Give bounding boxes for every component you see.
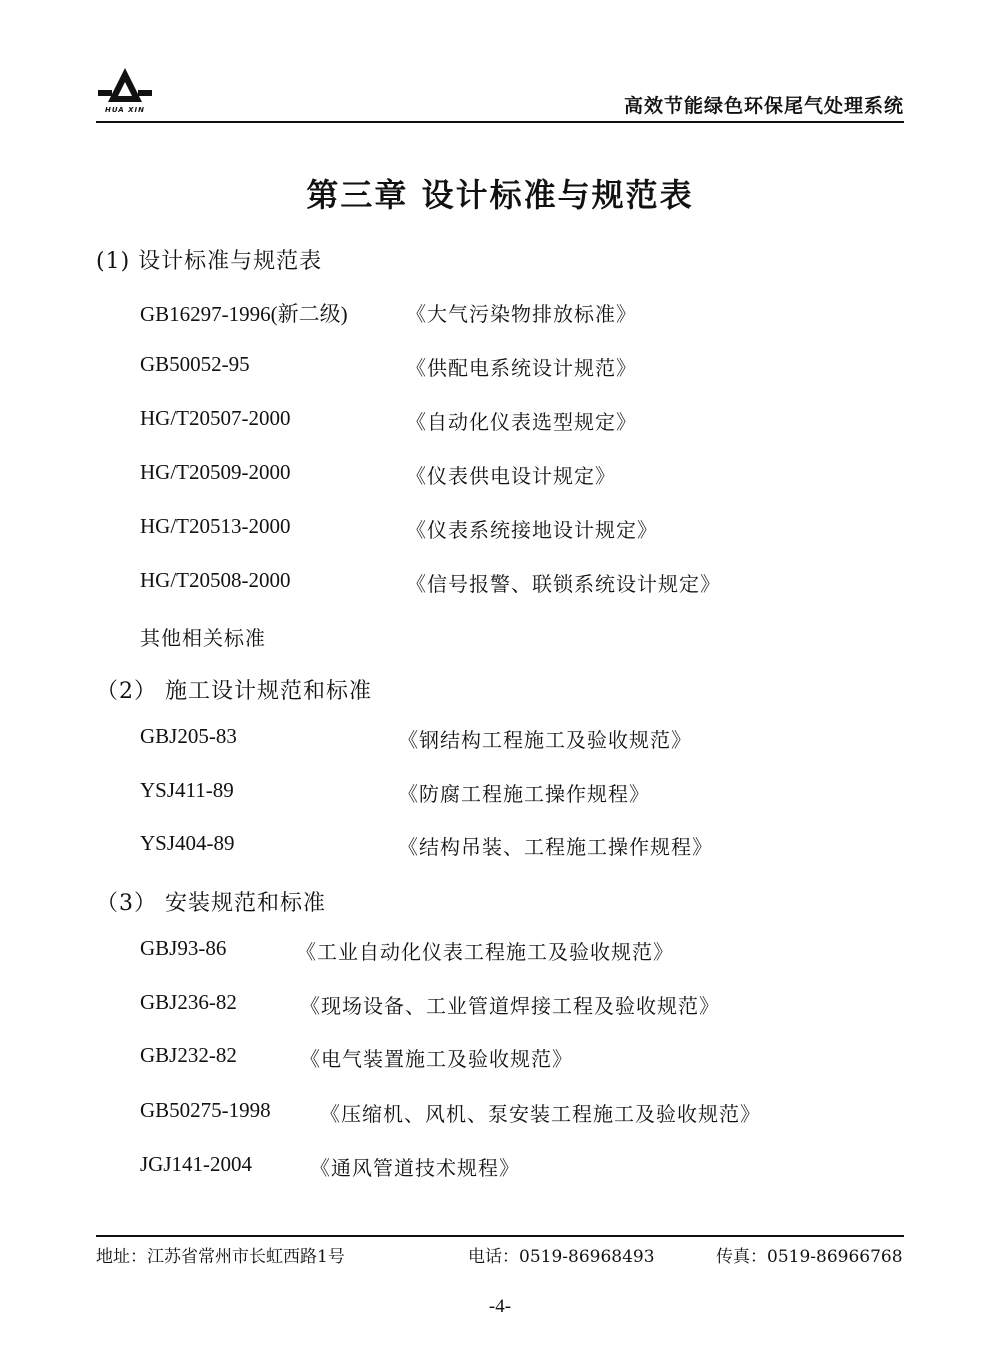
standard-code: YSJ411-89 [140, 778, 234, 802]
standard-name: 《现场设备、工业管道焊接工程及验收规范》 [300, 994, 720, 1018]
standard-name: 《工业自动化仪表工程施工及验收规范》 [296, 940, 674, 964]
standard-code: YSJ404-89 [140, 831, 235, 855]
chapter-title: 第三章 设计标准与规范表 [306, 176, 694, 214]
standard-code: JGJ141-2004 [140, 1152, 253, 1176]
standard-code: HG/T20513-2000 [140, 514, 291, 538]
header-title: 高效节能绿色环保尾气处理系统 [623, 95, 904, 117]
standard-name: 《通风管道技术规程》 [310, 1156, 520, 1180]
standard-name: 《大气污染物排放标准》 [406, 302, 637, 326]
standard-name: 《供配电系统设计规范》 [406, 356, 637, 380]
standard-name: 《钢结构工程施工及验收规范》 [398, 728, 692, 752]
standard-code: HG/T20508-2000 [140, 568, 291, 592]
footer-fax: 传真：0519-86966768 [716, 1247, 903, 1267]
section-title-1: (1) 设计标准与规范表 [96, 249, 323, 274]
standard-code: GBJ93-86 [140, 936, 227, 960]
standard-code: HG/T20507-2000 [140, 406, 291, 430]
standard-name: 《自动化仪表选型规定》 [406, 410, 637, 434]
standard-name: 《电气装置施工及验收规范》 [300, 1047, 573, 1071]
standard-code: GBJ232-82 [140, 1043, 237, 1067]
standard-name: 《仪表系统接地设计规定》 [406, 518, 658, 542]
standard-name: 《防腐工程施工操作规程》 [398, 782, 650, 806]
standard-name: 《结构吊装、工程施工操作规程》 [398, 835, 713, 859]
standard-code: GB16297-1996(新二级) [140, 302, 348, 326]
logo-text: HUA XIN [105, 106, 145, 114]
standard-code: GBJ205-83 [140, 724, 237, 748]
section-title-3: （3） 安装规范和标准 [96, 891, 326, 916]
standard-name: 《信号报警、联锁系统设计规定》 [406, 572, 721, 596]
header-divider [96, 121, 904, 123]
standard-name: 《仪表供电设计规定》 [406, 464, 616, 488]
standard-name: 《压缩机、风机、泵安装工程施工及验收规范》 [320, 1102, 761, 1126]
footer-address: 地址：江苏省常州市长虹西路1号 [96, 1247, 345, 1267]
other-standards-note: 其他相关标准 [140, 626, 266, 650]
standard-code: GB50275-1998 [140, 1098, 271, 1122]
standard-code: HG/T20509-2000 [140, 460, 291, 484]
section-title-2: （2） 施工设计规范和标准 [96, 679, 372, 704]
page-number: -4- [488, 1296, 512, 1317]
footer-phone: 电话：0519-86968493 [468, 1247, 655, 1267]
standard-code: GB50052-95 [140, 352, 250, 376]
footer-divider [96, 1235, 904, 1237]
standard-code: GBJ236-82 [140, 990, 237, 1014]
